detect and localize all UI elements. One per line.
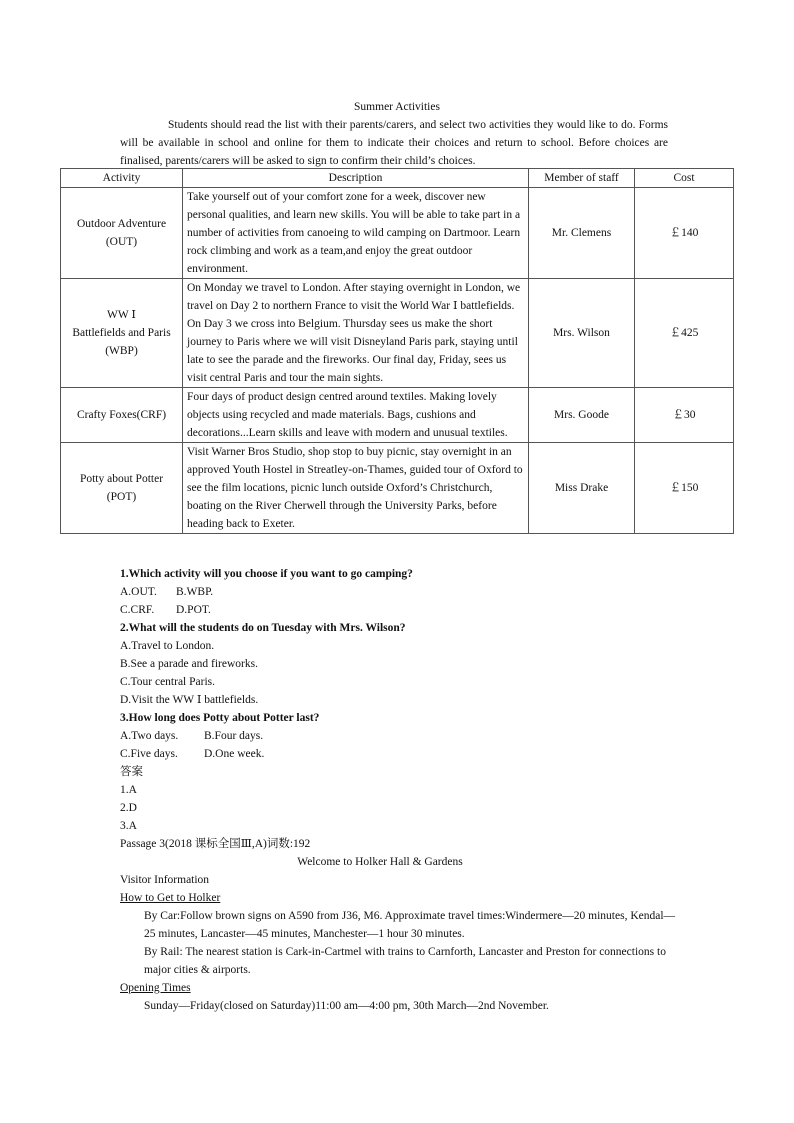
table-row [61,388,734,443]
question-2: 2.What will the students do on Tuesday with Mrs. Wilson? [120,622,406,634]
activity-cell: WW Ⅰ Battlefields and Paris (WBP) [61,279,183,388]
description-cell: Take yourself out of your comfort zone for a week, discover new personal qualities, and learn new skills. You will be able to take part in a number of activities from canoeing to wild camping on Dartmoor. Learn rock climbing and work as a team,and enjoy the great outdoor environment. [183,188,529,279]
header-staff: Member of staff [529,169,635,188]
question-3: 3.How long does Potty about Potter last? [120,712,320,724]
header-activity: Activity [61,169,183,188]
header-description: Description [183,169,529,188]
header-cost: Cost [635,169,734,188]
table-row [61,279,734,388]
cost-cell: ￡30 [635,388,734,443]
cost-cell: ￡425 [635,279,734,388]
option-b: B.WBP. [176,586,214,598]
option-b: B.Four days. [204,730,264,742]
activity-cell: Outdoor Adventure (OUT) [61,188,183,279]
staff-cell: Mrs. Wilson [529,279,635,388]
passage-section [120,835,680,1015]
opening-times-paragraph: Sunday—Friday(closed on Saturday)11:00 am—4:00 pm, 30th March—2nd November. [144,1000,549,1012]
table-header-row [61,169,734,188]
section-heading-directions: How to Get to Holker [120,892,221,904]
description-cell: Four days of product design centred around textiles. Making lovely objects using recycled and made materials. Bags, cushions and decorations...Learn skills and leave with modern and unusual textiles. [183,388,529,443]
intro-paragraph [120,116,668,170]
passage-subtitle: Visitor Information [120,874,210,886]
option-d: D.One week. [204,748,265,760]
answer-3: 3.A [120,820,137,832]
table-row [61,443,734,534]
option-c: C.CRF. [120,604,155,616]
option-c: C.Five days. [120,748,178,760]
answer-2: 2.D [120,802,137,814]
option-line [120,745,680,763]
passage-source: Passage 3(2018 课标全国Ⅲ,A)词数:192 [120,838,311,850]
activities-table [60,168,734,534]
description-cell: On Monday we travel to London. After staying overnight in London, we travel on Day 2 to northern France to visit the World War Ⅰ battlefields. On Day 3 we cross into Belgium. Thursday sees us make the short journey to Paris where we will visit Disneyland Paris park, staying until late to see the parade and the fireworks. Our final day, Friday, sees us visit central Paris and tour the main sights. [183,279,529,388]
staff-cell: Mrs. Goode [529,388,635,443]
option-line [120,583,680,601]
option-line [120,601,680,619]
answers-label: 答案 [120,766,143,778]
description-cell: Visit Warner Bros Studio, shop stop to buy picnic, stay overnight in an approved Youth Hostel in Streatley-on-Thames, guided tour of Oxford to see the film locations, picnic lunch outside Oxford’s Christchurch, boating on the River Cherwell through the University Parks, before heading back to Exeter. [183,443,529,534]
staff-cell: Miss Drake [529,443,635,534]
cost-cell: ￡150 [635,443,734,534]
by-car-paragraph: By Car:Follow brown signs on A590 from J36, M6. Approximate travel times:Windermere—20 minutes, Kendal—25 minutes, Lancaster—45 minutes, Manchester—1 hour 30 minutes. [144,910,676,940]
option-c: C.Tour central Paris. [120,676,216,688]
option-a: A.Two days. [120,730,179,742]
activity-cell: Potty about Potter (POT) [61,443,183,534]
document-title: Summer Activities [354,101,440,113]
answer-1: 1.A [120,784,137,796]
question-1: 1.Which activity will you choose if you want to go camping? [120,568,413,580]
questions-section [120,565,680,835]
staff-cell: Mr. Clemens [529,188,635,279]
option-a: A.OUT. [120,586,157,598]
cost-cell: ￡140 [635,188,734,279]
option-d: D.Visit the WW Ⅰ battlefields. [120,694,259,706]
option-a: A.Travel to London. [120,640,215,652]
option-d: D.POT. [176,604,211,616]
passage-title: Welcome to Holker Hall & Gardens [297,856,463,868]
option-b: B.See a parade and fireworks. [120,658,258,670]
activity-cell: Crafty Foxes(CRF) [61,388,183,443]
option-line [120,727,680,745]
table-row [61,188,734,279]
section-heading-opening-times: Opening Times [120,982,191,994]
intro-text: Students should read the list with their parents/carers, and select two activities they would like to do. Forms will be available in school and online for them to indicate their choices and return to school. Before choices are finalised, parents/carers will be asked to sign to confirm their child’s choices. [120,119,668,167]
by-rail-paragraph: By Rail: The nearest station is Cark-in-Cartmel with trains to Carnforth, Lancaster and Preston for connections to major cities & airports. [144,946,666,976]
